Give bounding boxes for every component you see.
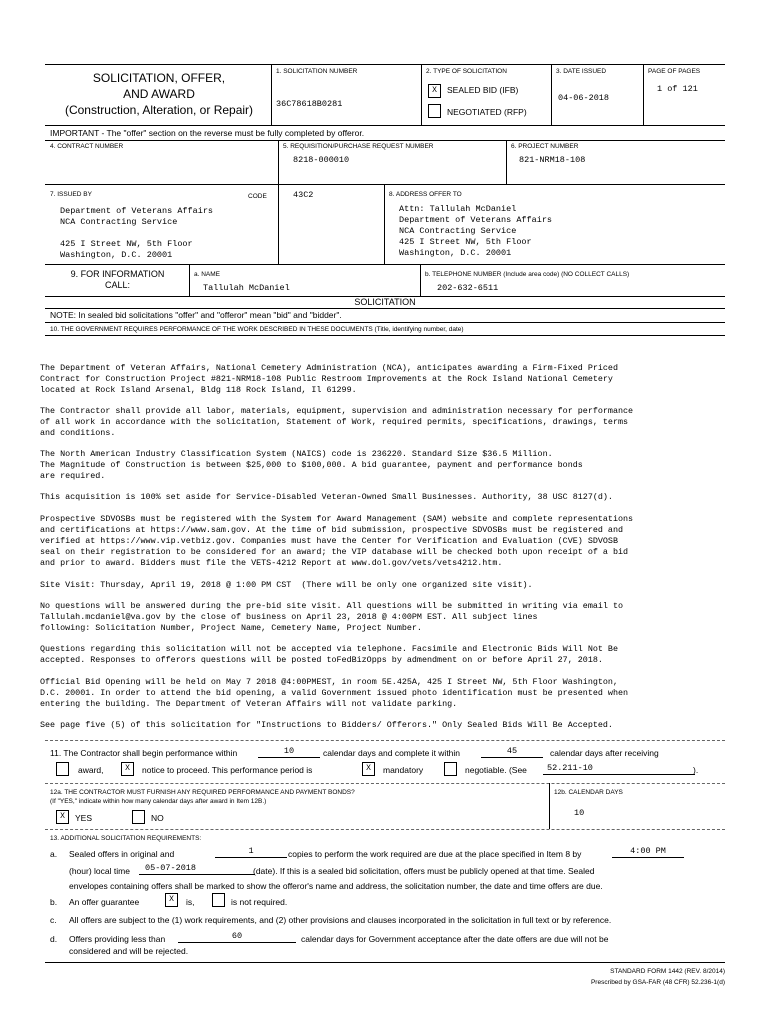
item11-close: ). bbox=[693, 765, 699, 775]
info-label-line1: 9. FOR INFORMATION bbox=[70, 269, 165, 279]
important-notice: IMPORTANT - The "offer" section on the reverse must be fully completed by offeror. bbox=[50, 128, 365, 138]
page-of-pages: 1 of 121 bbox=[657, 84, 698, 94]
address-offer-line4: 425 I Street NW, 5th Floor bbox=[399, 237, 532, 247]
body-paragraph-3: The North American Industry Classification System (NAICS) code is 236220. Standard Size $36.5 Million. The Magnitude of Construction is between $25,000 to $100,000. A bid guarantee, payment and performance bonds are required. bbox=[40, 449, 583, 481]
bonds-yes-checkbox[interactable]: X bbox=[56, 810, 69, 824]
item13a-text4: (date). If this is a sealed bid solicitation, offers must be publicly opened at that time. Sealed bbox=[253, 866, 595, 876]
begin-days-field[interactable]: 10 bbox=[258, 746, 320, 758]
form-title-line1: SOLICITATION, OFFER, bbox=[92, 71, 226, 85]
telephone-label: b. TELEPHONE NUMBER (Include area code) (NO COLLECT CALLS) bbox=[425, 271, 630, 278]
guarantee-not-checkbox[interactable] bbox=[212, 893, 225, 907]
item10-label: 10. THE GOVERNMENT REQUIRES PERFORMANCE OF THE WORK DESCRIBED IN THESE DOCUMENTS (Title, identifying number, date) bbox=[50, 326, 464, 333]
address-offer-line2: Department of Veterans Affairs bbox=[399, 215, 553, 225]
item11-text-a: 11. The Contractor shall begin performance within bbox=[50, 748, 238, 758]
issuer-code[interactable]: 43C2 bbox=[293, 190, 314, 200]
page-of-pages-label: PAGE OF PAGES bbox=[648, 68, 701, 75]
body-paragraph-1: The Department of Veteran Affairs, National Cemetery Administration (NCA), anticipates awarding a Firm-Fixed Priced Contract for Construction Project #821-NRM18-108 Public Restroom Improvements at the Rock Island National Cemetery located at Rock Island Arsenal, Bldg 118 Rock Island, Il 61299. bbox=[40, 363, 618, 395]
item13a-text2: copies to perform the work required are due at the place specified in Item 8 by bbox=[288, 849, 582, 859]
item13a-text5: envelopes containing offers shall be marked to show the offeror's name and address, the solicitation number, the date and time offers are due. bbox=[69, 881, 603, 891]
copies-field[interactable]: 1 bbox=[215, 846, 287, 858]
complete-days-field[interactable]: 45 bbox=[481, 746, 543, 758]
item13d-text2: calendar days for Government acceptance after the date offers are due will not be bbox=[301, 934, 609, 944]
contract-number-label: 4. CONTRACT NUMBER bbox=[50, 143, 124, 150]
address-offer-line1: Attn: Tallulah McDaniel bbox=[399, 204, 517, 214]
item11-text-b: calendar days and complete it within bbox=[323, 748, 461, 758]
due-time-field[interactable]: 4:00 PM bbox=[612, 846, 684, 858]
contact-name-label: a. NAME bbox=[194, 271, 221, 278]
type-of-solicitation-label: 2. TYPE OF SOLICITATION bbox=[426, 68, 507, 75]
due-date-field[interactable]: 05-07-2018 bbox=[139, 863, 255, 875]
body-paragraph-2: The Contractor shall provide all labor, materials, equipment, supervision and administration necessary for performance of all work in accordance with the solicitation, Statement of Work, required permits, specifications, drawings, terms and conditions. bbox=[40, 406, 634, 438]
negotiated-label: NEGOTIATED (RFP) bbox=[447, 107, 527, 117]
address-offer-line5: Washington, D.C. 20001 bbox=[399, 248, 512, 258]
acceptance-days-field[interactable]: 60 bbox=[178, 931, 296, 943]
requisition-number[interactable]: 8218-000010 bbox=[293, 155, 350, 165]
see-reference-field[interactable]: 52.211-10 bbox=[543, 763, 695, 775]
bonds-no-label: NO bbox=[151, 813, 164, 823]
footer-line1: STANDARD FORM 1442 (REV. 8/2014) bbox=[610, 968, 725, 975]
address-offer-address bbox=[399, 204, 552, 259]
body-paragraph-10: See page five (5) of this solicitation for "Instructions to Bidders/ Offerors." Only Sealed Bids Will Be Accepted. bbox=[40, 720, 613, 730]
sealed-bid-note: NOTE: In sealed bid solicitations "offer" and "offeror" mean "bid" and "bidder". bbox=[50, 310, 342, 320]
sealed-bid-checkbox[interactable]: X bbox=[428, 84, 441, 98]
issued-by-line1: Department of Veterans Affairs bbox=[60, 206, 214, 216]
notice-to-proceed-checkbox[interactable]: X bbox=[121, 762, 134, 776]
item13-label: 13. ADDITIONAL SOLICITATION REQUIREMENTS: bbox=[50, 835, 202, 842]
requisition-number-label: 5. REQUISITION/PURCHASE REQUEST NUMBER bbox=[283, 143, 434, 150]
mandatory-label: mandatory bbox=[383, 765, 424, 775]
issued-by-line4: Washington, D.C. 20001 bbox=[60, 250, 173, 260]
item13d-letter: d. bbox=[50, 934, 58, 944]
telephone-number[interactable]: 202-632-6511 bbox=[437, 283, 499, 293]
solicitation-heading: SOLICITATION bbox=[354, 297, 416, 307]
award-checkbox[interactable] bbox=[56, 762, 69, 776]
item12a-label: 12a. THE CONTRACTOR MUST FURNISH ANY REQUIRED PERFORMANCE AND PAYMENT BONDS? bbox=[50, 789, 355, 796]
bonds-yes-label: YES bbox=[75, 813, 93, 823]
form-title bbox=[50, 70, 268, 118]
item13a-letter: a. bbox=[50, 849, 58, 859]
form-footer bbox=[520, 966, 725, 988]
contact-name[interactable]: Tallulah McDaniel bbox=[203, 283, 290, 293]
body-paragraph-4: This acquisition is 100% set aside for Service-Disabled Veteran-Owned Small Businesses. Authority, 38 USC 8127(d). bbox=[40, 492, 613, 502]
issued-by-line3: 425 I Street NW, 5th Floor bbox=[60, 239, 193, 249]
form-title-line2: AND AWARD bbox=[123, 87, 195, 101]
issued-by-line2: NCA Contracting Service bbox=[60, 217, 178, 227]
item13d-text3: considered and will be rejected. bbox=[69, 946, 189, 956]
item13b-letter: b. bbox=[50, 897, 58, 907]
sealed-bid-label: SEALED BID (IFB) bbox=[447, 85, 519, 95]
address-offer-label: 8. ADDRESS OFFER TO bbox=[389, 191, 462, 198]
negotiated-checkbox[interactable] bbox=[428, 104, 441, 118]
guarantee-not-label: is not required. bbox=[231, 897, 288, 907]
negotiable-checkbox[interactable] bbox=[444, 762, 457, 776]
solicitation-number-label: 1. SOLICITATION NUMBER bbox=[276, 68, 358, 75]
negotiable-label: negotiable. (See bbox=[465, 765, 527, 775]
body-paragraph-9: Official Bid Opening will be held on May 7 2018 @4:00PMEST, in room 5E.425A, 425 I Street NW, 5th Floor Washington, D.C. 20001. In order to attend the bid opening, a valid Government issued photo identification must be presented when entering the building. The Department of Veteran Affairs will not validate parking. bbox=[40, 677, 629, 709]
item13d-text1: Offers providing less than bbox=[69, 934, 166, 944]
item13a-text3: (hour) local time bbox=[69, 866, 130, 876]
info-label-line2: CALL: bbox=[104, 280, 130, 290]
body-paragraph-6: Site Visit: Thursday, April 19, 2018 @ 1:00 PM CST (There will be only one organized site visit). bbox=[40, 580, 533, 590]
body-paragraph-7: No questions will be answered during the pre-bid site visit. All questions will be submitted in writing via email to Tallulah.mcdaniel@va.gov by the close of business on April 23, 2018 @ 4:00PM EST. All subject lines following: Solicitation Number, Project Name, Cemetery Name, Project Number. bbox=[40, 601, 623, 633]
for-information-call-label bbox=[50, 269, 185, 291]
issued-by-address bbox=[60, 206, 213, 261]
address-offer-line3: NCA Contracting Service bbox=[399, 226, 517, 236]
item13c-text: All offers are subject to the (1) work requirements, and (2) other provisions and clauses incorporated in the solicitation in full text or by reference. bbox=[69, 915, 612, 925]
item12a-sub: (If "YES," indicate within how many calendar days after award in Item 12B.) bbox=[50, 798, 267, 805]
project-number[interactable]: 821-NRM18-108 bbox=[519, 155, 586, 165]
item13b-text1: An offer guarantee bbox=[69, 897, 140, 907]
form-title-line3: (Construction, Alteration, or Repair) bbox=[64, 103, 254, 117]
code-label: CODE bbox=[248, 193, 267, 200]
body-paragraph-8: Questions regarding this solicitation will not be accepted via telephone. Facsimile and Electronic Bids Will Not Be accepted. Responses to offerors questions will be posted toFedBizOpps by admendment on or before April 27, 2018. bbox=[40, 644, 618, 665]
item12b-label: 12b. CALENDAR DAYS bbox=[554, 789, 623, 796]
date-issued[interactable]: 04-06-2018 bbox=[558, 93, 610, 103]
bonds-no-checkbox[interactable] bbox=[132, 810, 145, 824]
solicitation-number[interactable]: 36C78618B0281 bbox=[276, 99, 343, 109]
mandatory-checkbox[interactable]: X bbox=[362, 762, 375, 776]
item12b-calendar-days[interactable]: 10 bbox=[574, 808, 585, 818]
body-paragraph-5: Prospective SDVOSBs must be registered with the System for Award Management (SAM) website and complete representations and certifications at https://www.sam.gov. At the time of bid submission, prospective SDVOSBs must be registered and verified at https://www.vip.vetbiz.gov. Companies must have the Center for Verification and Evaluation (CVE) SDVOSB seal on their registration to be considered for an award; the VIP database will be checked both upon receipt of a bid and prior to award. Bidders must file the VETS-4212 Report at www.dol.gov/vets/vets4212.htm. bbox=[40, 514, 634, 568]
item13c-letter: c. bbox=[50, 915, 57, 925]
item11-text-c: calendar days after receiving bbox=[550, 748, 659, 758]
project-number-label: 6. PROJECT NUMBER bbox=[511, 143, 579, 150]
notice-to-proceed-label: notice to proceed. This performance period is bbox=[142, 765, 313, 775]
issued-by-label: 7. ISSUED BY bbox=[50, 191, 92, 198]
award-label: award, bbox=[78, 765, 104, 775]
date-issued-label: 3. DATE ISSUED bbox=[556, 68, 607, 75]
item13a-text1: Sealed offers in original and bbox=[69, 849, 175, 859]
guarantee-is-checkbox[interactable]: X bbox=[165, 893, 178, 907]
guarantee-is-label: is, bbox=[186, 897, 195, 907]
footer-line2: Prescribed by GSA-FAR (48 CFR) 52.236-1(d) bbox=[590, 979, 725, 986]
